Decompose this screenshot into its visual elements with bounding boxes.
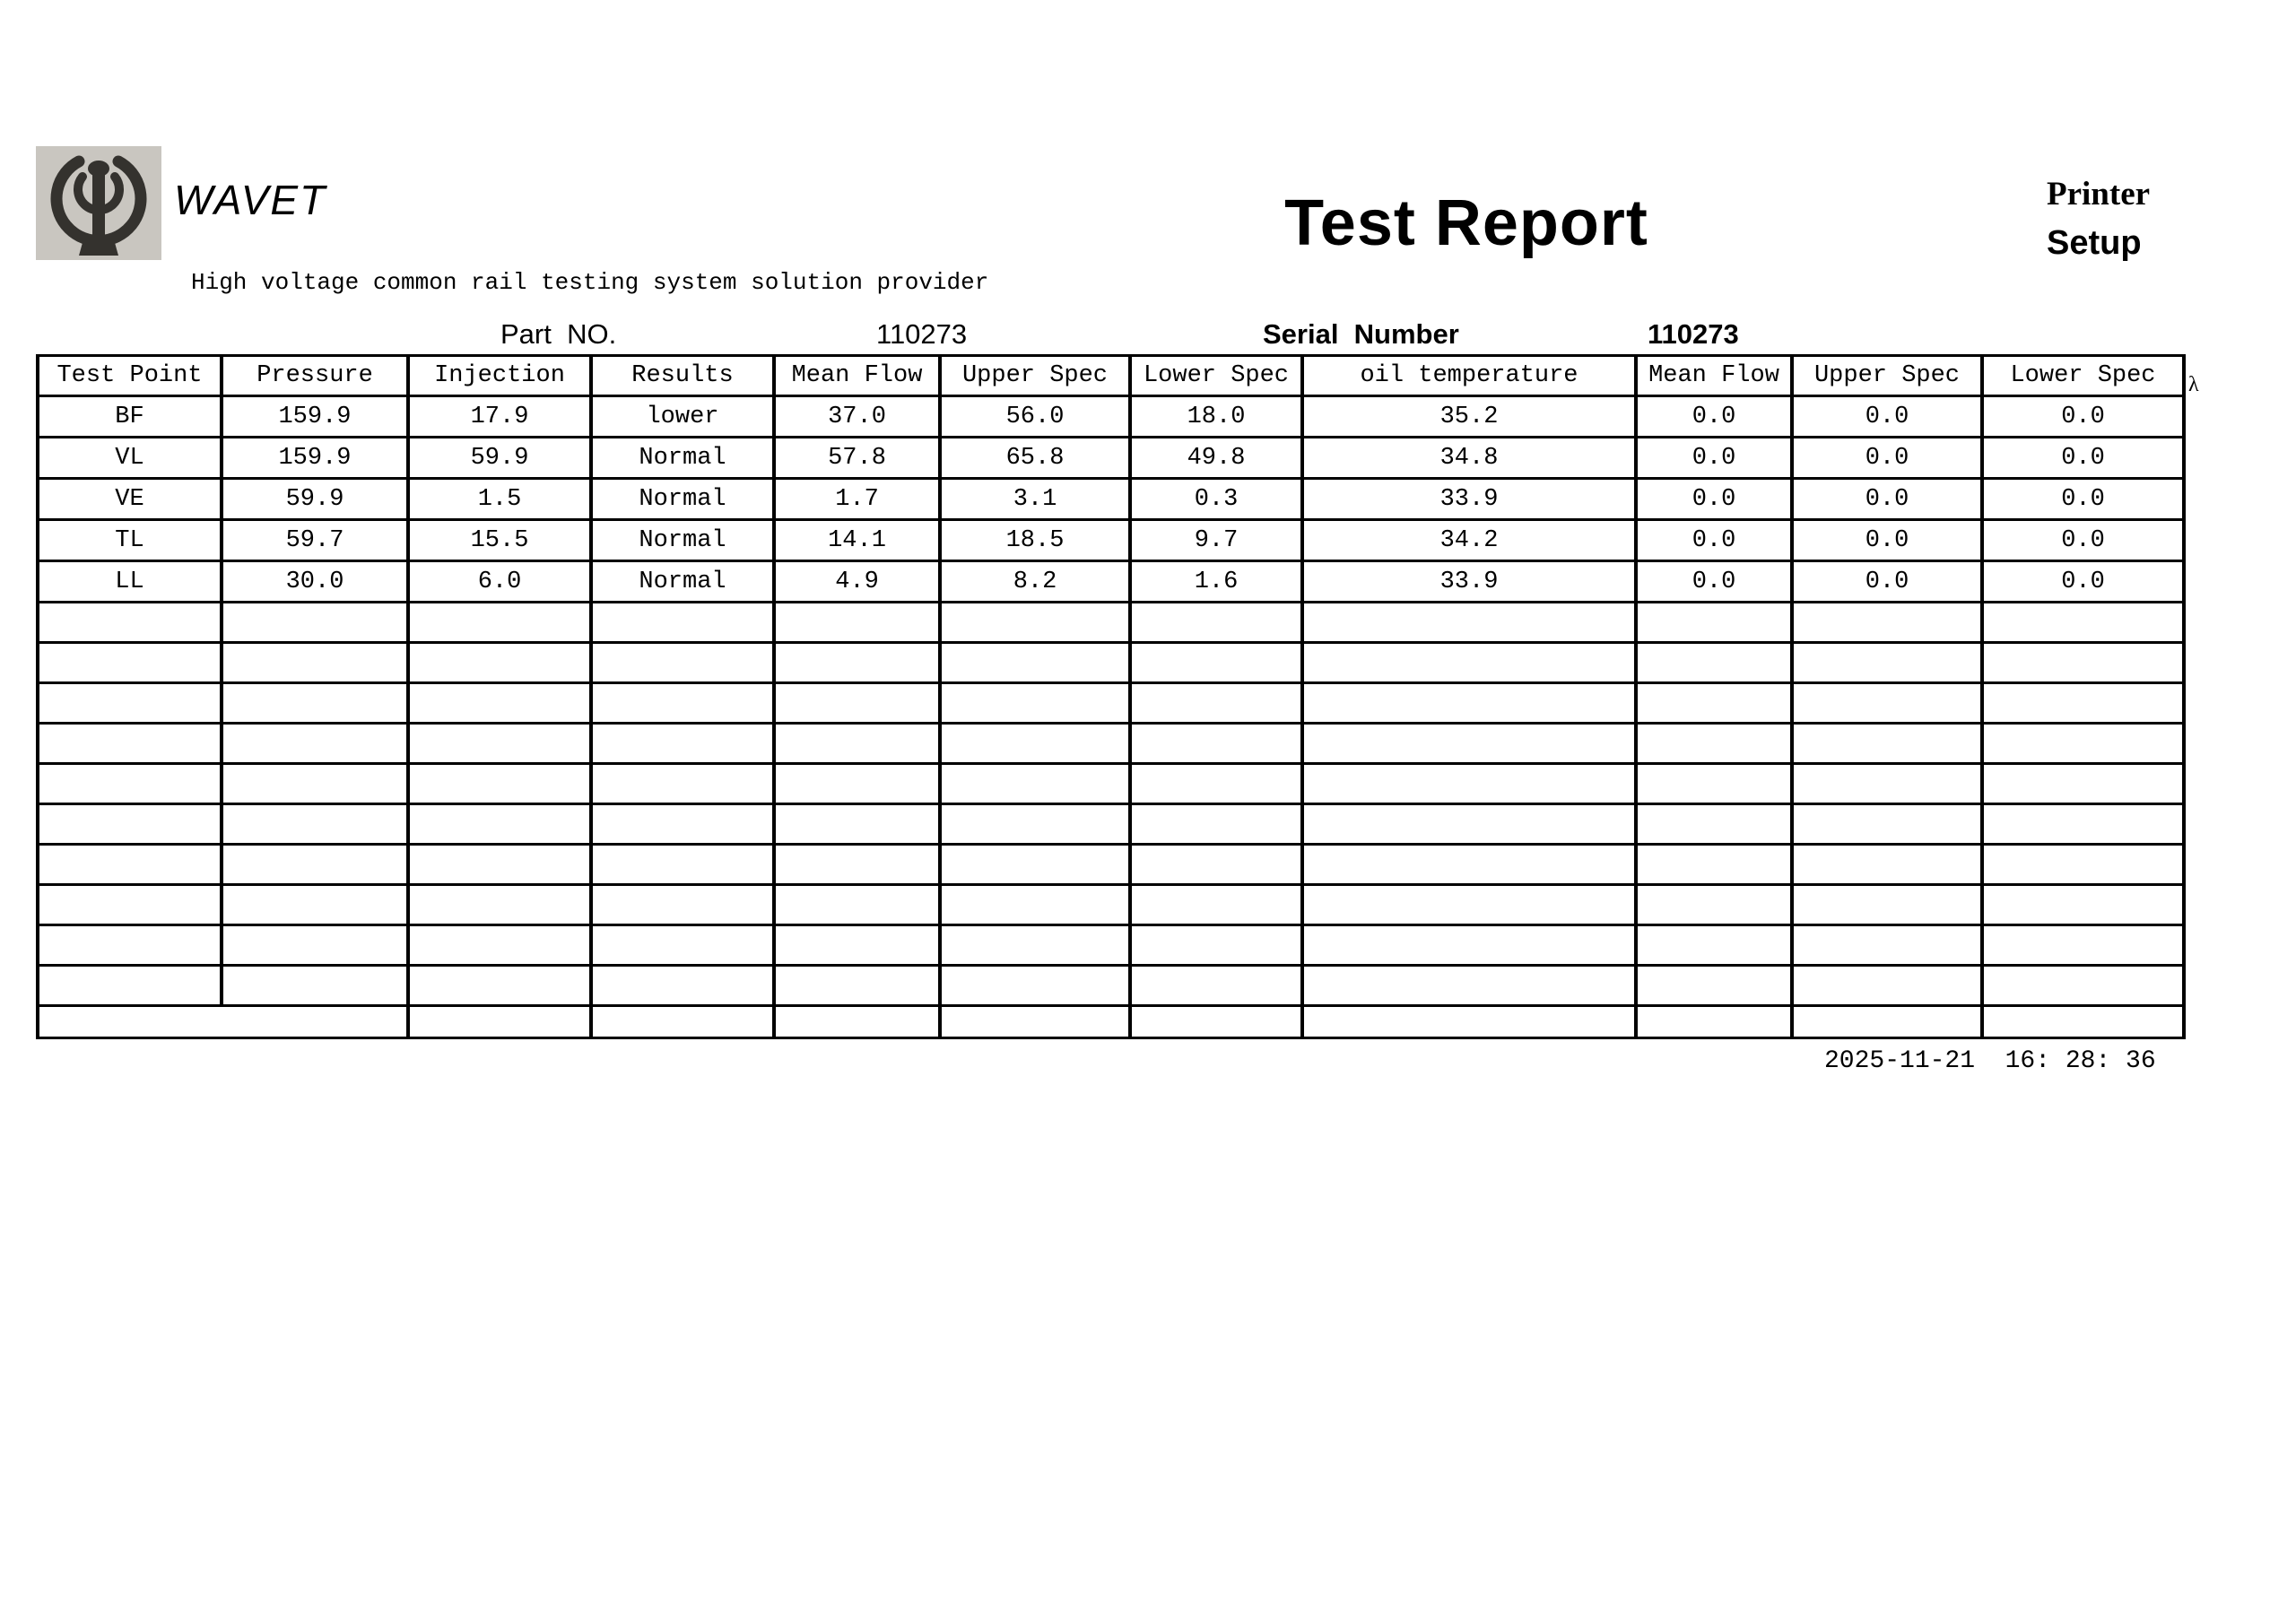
- empty-cell: [222, 603, 408, 643]
- data-cell: 0.0: [1982, 520, 2184, 561]
- empty-cell: [408, 1006, 591, 1038]
- column-header-lower-spec-2: Lower Spec: [1982, 356, 2184, 396]
- empty-cell: [940, 1006, 1130, 1038]
- data-cell: 59.9: [408, 438, 591, 479]
- empty-cell: [1792, 643, 1982, 683]
- empty-cell: [1982, 764, 2184, 804]
- empty-cell: [1302, 925, 1636, 966]
- empty-cell: [1636, 804, 1792, 845]
- empty-row: [38, 845, 2184, 885]
- part-no-value: 110273: [876, 318, 968, 350]
- results-cell: lower: [591, 396, 774, 438]
- column-header-upper-spec-2: Upper Spec: [1792, 356, 1982, 396]
- empty-cell: [1636, 764, 1792, 804]
- table-header-row: [38, 356, 2184, 396]
- data-cell: BF: [38, 396, 222, 438]
- empty-cell: [1982, 804, 2184, 845]
- empty-cell: [1636, 724, 1792, 764]
- table-row-tl: [38, 520, 2184, 561]
- data-cell: 0.0: [1982, 396, 2184, 438]
- data-cell: VL: [38, 438, 222, 479]
- column-header-oil-temperature: oil temperature: [1302, 356, 1636, 396]
- empty-row: [38, 885, 2184, 925]
- results-cell: Normal: [591, 438, 774, 479]
- data-cell: 4.9: [774, 561, 940, 603]
- empty-cell: [1302, 966, 1636, 1006]
- empty-row-merged: [38, 1006, 2184, 1038]
- empty-cell: [1636, 1006, 1792, 1038]
- empty-cell: [1636, 966, 1792, 1006]
- data-cell: 159.9: [222, 438, 408, 479]
- data-cell: 0.0: [1792, 396, 1982, 438]
- empty-cell: [408, 683, 591, 724]
- brand-subtitle: High voltage common rail testing system solution provider: [191, 269, 989, 296]
- data-cell: LL: [38, 561, 222, 603]
- empty-cell: [222, 925, 408, 966]
- data-cell: 18.5: [940, 520, 1130, 561]
- empty-cell: [591, 925, 774, 966]
- empty-cell: [408, 885, 591, 925]
- empty-cell: [222, 683, 408, 724]
- empty-cell: [1636, 925, 1792, 966]
- empty-cell: [1792, 603, 1982, 643]
- empty-cell: [591, 603, 774, 643]
- data-cell: 1.7: [774, 479, 940, 520]
- empty-cell: [1636, 885, 1792, 925]
- empty-cell: [940, 845, 1130, 885]
- data-cell: 0.3: [1130, 479, 1302, 520]
- empty-cell: [408, 925, 591, 966]
- empty-cell: [408, 966, 591, 1006]
- empty-cell: [940, 643, 1130, 683]
- empty-cell: [774, 724, 940, 764]
- empty-cell: [408, 764, 591, 804]
- wavet-logo-icon: [36, 146, 161, 260]
- wavet-logo: [36, 146, 161, 260]
- column-header-injection: Injection: [408, 356, 591, 396]
- empty-cell: [222, 804, 408, 845]
- empty-cell: [1302, 885, 1636, 925]
- data-cell: TL: [38, 520, 222, 561]
- data-cell: 35.2: [1302, 396, 1636, 438]
- empty-cell: [1130, 966, 1302, 1006]
- data-cell: 6.0: [408, 561, 591, 603]
- empty-cell: [1982, 925, 2184, 966]
- table-row-bf: [38, 396, 2184, 438]
- data-cell: 34.8: [1302, 438, 1636, 479]
- empty-row: [38, 966, 2184, 1006]
- empty-cell: [1130, 1006, 1302, 1038]
- results-cell: Normal: [591, 479, 774, 520]
- data-cell: 0.0: [1636, 520, 1792, 561]
- empty-cell: [1792, 966, 1982, 1006]
- empty-cell: [774, 643, 940, 683]
- data-cell: 0.0: [1636, 396, 1792, 438]
- column-header-pressure: Pressure: [222, 356, 408, 396]
- page-title: Test Report: [1284, 187, 1648, 259]
- empty-cell: [591, 845, 774, 885]
- data-cell: 33.9: [1302, 561, 1636, 603]
- results-table: [36, 354, 2186, 1039]
- empty-cell: [1982, 1006, 2184, 1038]
- data-cell: 1.5: [408, 479, 591, 520]
- data-cell: 0.0: [1636, 561, 1792, 603]
- empty-cell: [38, 724, 222, 764]
- empty-cell: [1302, 764, 1636, 804]
- empty-cell: [408, 724, 591, 764]
- empty-cell: [591, 724, 774, 764]
- empty-cell: [940, 925, 1130, 966]
- data-cell: 15.5: [408, 520, 591, 561]
- empty-cell: [408, 643, 591, 683]
- empty-cell: [1302, 845, 1636, 885]
- data-cell: 56.0: [940, 396, 1130, 438]
- empty-cell: [940, 603, 1130, 643]
- empty-cell: [774, 603, 940, 643]
- table-row-vl: [38, 438, 2184, 479]
- empty-cell: [38, 925, 222, 966]
- data-cell: 33.9: [1302, 479, 1636, 520]
- empty-cell: [222, 845, 408, 885]
- empty-cell: [222, 966, 408, 1006]
- empty-cell-merged: [38, 1006, 408, 1038]
- data-cell: 17.9: [408, 396, 591, 438]
- data-cell: 0.0: [1792, 561, 1982, 603]
- empty-cell: [774, 925, 940, 966]
- empty-cell: [38, 804, 222, 845]
- empty-cell: [38, 764, 222, 804]
- empty-cell: [591, 764, 774, 804]
- empty-cell: [38, 845, 222, 885]
- column-header-test-point: Test Point: [38, 356, 222, 396]
- data-cell: 159.9: [222, 396, 408, 438]
- data-cell: 59.9: [222, 479, 408, 520]
- empty-cell: [774, 683, 940, 724]
- empty-cell: [940, 724, 1130, 764]
- empty-cell: [1792, 845, 1982, 885]
- empty-cell: [1130, 603, 1302, 643]
- printer-button[interactable]: Printer: [2047, 176, 2151, 213]
- empty-cell: [1130, 764, 1302, 804]
- column-header-mean-flow-2: Mean Flow: [1636, 356, 1792, 396]
- empty-cell: [1302, 804, 1636, 845]
- serial-number-value: 110273: [1648, 318, 1739, 350]
- empty-cell: [1982, 683, 2184, 724]
- empty-cell: [222, 764, 408, 804]
- empty-cell: [1982, 845, 2184, 885]
- brand-name: WAVET: [174, 177, 327, 223]
- empty-cell: [591, 643, 774, 683]
- empty-cell: [1302, 683, 1636, 724]
- empty-cell: [1792, 804, 1982, 845]
- empty-cell: [774, 885, 940, 925]
- empty-row: [38, 724, 2184, 764]
- report-timestamp: 2025-11-21 16: 28: 36: [1824, 1047, 2156, 1075]
- empty-cell: [1130, 885, 1302, 925]
- data-cell: 65.8: [940, 438, 1130, 479]
- empty-cell: [1130, 683, 1302, 724]
- results-cell: Normal: [591, 561, 774, 603]
- data-cell: 0.0: [1792, 438, 1982, 479]
- empty-cell: [940, 885, 1130, 925]
- empty-cell: [591, 885, 774, 925]
- empty-cell: [408, 845, 591, 885]
- empty-cell: [1982, 885, 2184, 925]
- empty-cell: [1982, 724, 2184, 764]
- table-head: [38, 356, 2184, 396]
- empty-cell: [38, 603, 222, 643]
- empty-cell: [1792, 683, 1982, 724]
- data-cell: 8.2: [940, 561, 1130, 603]
- data-cell: 57.8: [774, 438, 940, 479]
- empty-cell: [38, 966, 222, 1006]
- empty-cell: [1792, 1006, 1982, 1038]
- empty-cell: [1130, 845, 1302, 885]
- column-header-results: Results: [591, 356, 774, 396]
- empty-cell: [1130, 643, 1302, 683]
- empty-cell: [1302, 643, 1636, 683]
- setup-button[interactable]: Setup: [2047, 224, 2142, 262]
- empty-row: [38, 643, 2184, 683]
- empty-cell: [1130, 804, 1302, 845]
- empty-cell: [1636, 683, 1792, 724]
- empty-row: [38, 603, 2184, 643]
- empty-cell: [1302, 1006, 1636, 1038]
- data-cell: 1.6: [1130, 561, 1302, 603]
- empty-cell: [1636, 845, 1792, 885]
- empty-cell: [1982, 643, 2184, 683]
- empty-cell: [940, 683, 1130, 724]
- empty-cell: [774, 845, 940, 885]
- empty-cell: [38, 885, 222, 925]
- empty-cell: [222, 885, 408, 925]
- data-cell: 49.8: [1130, 438, 1302, 479]
- empty-cell: [1302, 603, 1636, 643]
- empty-cell: [1792, 764, 1982, 804]
- empty-row: [38, 925, 2184, 966]
- empty-cell: [1792, 925, 1982, 966]
- empty-cell: [1130, 925, 1302, 966]
- column-header-mean-flow: Mean Flow: [774, 356, 940, 396]
- data-cell: 0.0: [1636, 438, 1792, 479]
- empty-cell: [591, 1006, 774, 1038]
- table-body: [38, 396, 2184, 1038]
- empty-row: [38, 804, 2184, 845]
- data-cell: VE: [38, 479, 222, 520]
- empty-cell: [591, 804, 774, 845]
- part-no-label: Part NO.: [500, 318, 617, 350]
- data-cell: 0.0: [1792, 520, 1982, 561]
- empty-cell: [222, 643, 408, 683]
- empty-cell: [774, 764, 940, 804]
- empty-cell: [940, 804, 1130, 845]
- stray-mark: λ: [2188, 373, 2199, 396]
- empty-cell: [591, 683, 774, 724]
- data-cell: 37.0: [774, 396, 940, 438]
- data-cell: 34.2: [1302, 520, 1636, 561]
- data-cell: 0.0: [1792, 479, 1982, 520]
- empty-cell: [222, 724, 408, 764]
- empty-cell: [1130, 724, 1302, 764]
- serial-number-label: Serial Number: [1263, 318, 1459, 350]
- empty-cell: [38, 643, 222, 683]
- data-cell: 0.0: [1982, 561, 2184, 603]
- data-cell: 59.7: [222, 520, 408, 561]
- data-cell: 3.1: [940, 479, 1130, 520]
- empty-cell: [774, 804, 940, 845]
- empty-cell: [774, 966, 940, 1006]
- empty-cell: [38, 683, 222, 724]
- data-cell: 30.0: [222, 561, 408, 603]
- table-row-ve: [38, 479, 2184, 520]
- empty-cell: [408, 804, 591, 845]
- empty-cell: [1636, 603, 1792, 643]
- empty-cell: [1982, 603, 2184, 643]
- data-cell: 0.0: [1982, 438, 2184, 479]
- column-header-lower-spec: Lower Spec: [1130, 356, 1302, 396]
- data-cell: 9.7: [1130, 520, 1302, 561]
- empty-cell: [940, 966, 1130, 1006]
- empty-cell: [774, 1006, 940, 1038]
- empty-row: [38, 683, 2184, 724]
- column-header-upper-spec: Upper Spec: [940, 356, 1130, 396]
- empty-row: [38, 764, 2184, 804]
- empty-cell: [1302, 724, 1636, 764]
- data-cell: 0.0: [1636, 479, 1792, 520]
- empty-cell: [1982, 966, 2184, 1006]
- empty-cell: [591, 966, 774, 1006]
- empty-cell: [1792, 885, 1982, 925]
- empty-cell: [940, 764, 1130, 804]
- data-cell: 0.0: [1982, 479, 2184, 520]
- results-cell: Normal: [591, 520, 774, 561]
- data-cell: 18.0: [1130, 396, 1302, 438]
- empty-cell: [1792, 724, 1982, 764]
- table-row-ll: [38, 561, 2184, 603]
- empty-cell: [1636, 643, 1792, 683]
- data-cell: 14.1: [774, 520, 940, 561]
- empty-cell: [408, 603, 591, 643]
